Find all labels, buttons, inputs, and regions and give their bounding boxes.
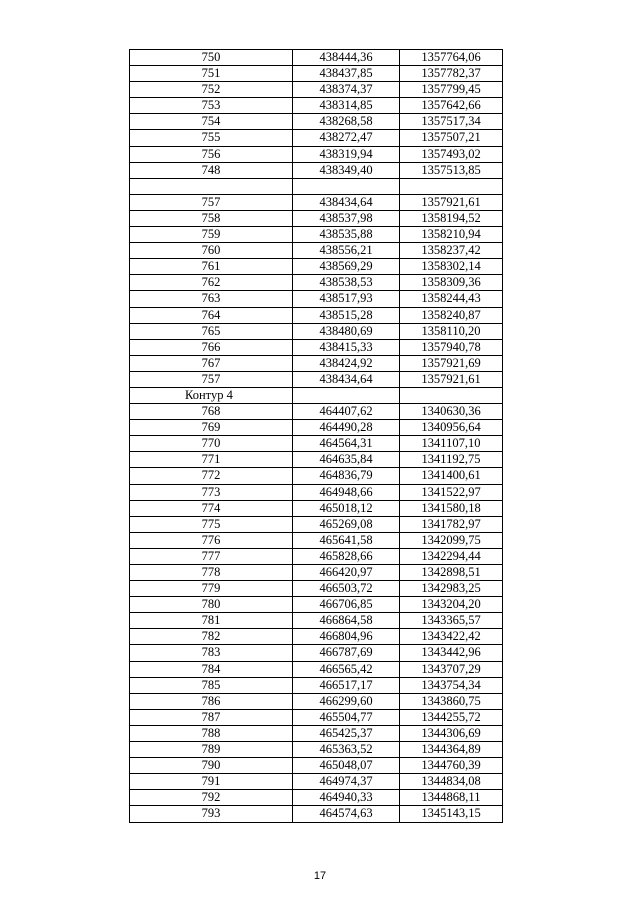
x-coordinate-cell: 465269,08 <box>293 516 400 532</box>
x-coordinate-cell: 465048,07 <box>293 758 400 774</box>
table-row <box>130 178 503 194</box>
x-coordinate-cell: 465425,37 <box>293 725 400 741</box>
point-cell: Контур 4 <box>130 387 293 403</box>
point-cell: 793 <box>130 806 293 822</box>
x-coordinate-cell: 466517,17 <box>293 677 400 693</box>
y-coordinate-cell: 1341782,97 <box>400 516 503 532</box>
y-coordinate-cell: 1341400,61 <box>400 468 503 484</box>
table-row <box>130 565 503 581</box>
point-cell: 757 <box>130 371 293 387</box>
y-coordinate-cell: 1345143,15 <box>400 806 503 822</box>
point-cell: 765 <box>130 323 293 339</box>
x-coordinate-cell: 466804,96 <box>293 629 400 645</box>
x-coordinate-cell: 466503,72 <box>293 581 400 597</box>
y-coordinate-cell: 1344868,11 <box>400 790 503 806</box>
y-coordinate-cell: 1343365,57 <box>400 613 503 629</box>
table-row <box>130 436 503 452</box>
point-cell: 783 <box>130 645 293 661</box>
point-cell: 787 <box>130 709 293 725</box>
x-coordinate-cell: 464974,37 <box>293 774 400 790</box>
point-cell: 762 <box>130 275 293 291</box>
x-coordinate-cell: 466565,42 <box>293 661 400 677</box>
table-row <box>130 532 503 548</box>
y-coordinate-cell: 1344760,39 <box>400 758 503 774</box>
table-row <box>130 210 503 226</box>
table-row <box>130 613 503 629</box>
y-coordinate-cell: 1358240,87 <box>400 307 503 323</box>
table-row <box>130 725 503 741</box>
point-cell: 769 <box>130 420 293 436</box>
table-row <box>130 98 503 114</box>
x-coordinate-cell: 438374,37 <box>293 82 400 98</box>
y-coordinate-cell: 1357940,78 <box>400 339 503 355</box>
y-coordinate-cell: 1340956,64 <box>400 420 503 436</box>
y-coordinate-cell: 1344306,69 <box>400 725 503 741</box>
table-row <box>130 758 503 774</box>
y-coordinate-cell: 1342294,44 <box>400 548 503 564</box>
x-coordinate-cell: 438517,93 <box>293 291 400 307</box>
y-coordinate-cell: 1357799,45 <box>400 82 503 98</box>
x-coordinate-cell: 438535,88 <box>293 227 400 243</box>
table-row <box>130 581 503 597</box>
y-coordinate-cell: 1357764,06 <box>400 50 503 66</box>
x-coordinate-cell: 438480,69 <box>293 323 400 339</box>
x-coordinate-cell: 465504,77 <box>293 709 400 725</box>
x-coordinate-cell: 464635,84 <box>293 452 400 468</box>
y-coordinate-cell: 1342898,51 <box>400 565 503 581</box>
x-coordinate-cell: 465363,52 <box>293 742 400 758</box>
x-coordinate-cell: 464574,63 <box>293 806 400 822</box>
table-row <box>130 484 503 500</box>
point-cell: 759 <box>130 227 293 243</box>
point-cell: 760 <box>130 243 293 259</box>
x-coordinate-cell: 438434,64 <box>293 371 400 387</box>
y-coordinate-cell: 1340630,36 <box>400 404 503 420</box>
section-header-row <box>130 387 503 403</box>
point-cell: 771 <box>130 452 293 468</box>
x-coordinate-cell: 438272,47 <box>293 130 400 146</box>
y-coordinate-cell: 1343422,42 <box>400 629 503 645</box>
point-cell: 752 <box>130 82 293 98</box>
point-cell: 780 <box>130 597 293 613</box>
table-row <box>130 82 503 98</box>
y-coordinate-cell: 1357513,85 <box>400 162 503 178</box>
y-coordinate-cell: 1358237,42 <box>400 243 503 259</box>
point-cell: 776 <box>130 532 293 548</box>
point-cell: 764 <box>130 307 293 323</box>
y-coordinate-cell <box>400 387 503 403</box>
y-coordinate-cell: 1341192,75 <box>400 452 503 468</box>
x-coordinate-cell: 438319,94 <box>293 146 400 162</box>
table-row <box>130 227 503 243</box>
y-coordinate-cell: 1343860,75 <box>400 693 503 709</box>
point-cell: 791 <box>130 774 293 790</box>
point-cell: 785 <box>130 677 293 693</box>
table-row <box>130 355 503 371</box>
point-cell: 792 <box>130 790 293 806</box>
point-cell: 778 <box>130 565 293 581</box>
table-row <box>130 371 503 387</box>
point-cell: 758 <box>130 210 293 226</box>
y-coordinate-cell: 1341580,18 <box>400 500 503 516</box>
x-coordinate-cell: 466299,60 <box>293 693 400 709</box>
point-cell: 789 <box>130 742 293 758</box>
table-row <box>130 468 503 484</box>
x-coordinate-cell: 464564,31 <box>293 436 400 452</box>
point-cell: 773 <box>130 484 293 500</box>
table-row <box>130 146 503 162</box>
point-cell: 777 <box>130 548 293 564</box>
point-cell: 770 <box>130 436 293 452</box>
point-cell: 754 <box>130 114 293 130</box>
point-cell: 748 <box>130 162 293 178</box>
point-cell: 763 <box>130 291 293 307</box>
x-coordinate-cell: 466787,69 <box>293 645 400 661</box>
coordinates-table-body <box>130 50 503 823</box>
table-row <box>130 806 503 822</box>
point-cell: 751 <box>130 66 293 82</box>
point-cell: 772 <box>130 468 293 484</box>
y-coordinate-cell: 1358302,14 <box>400 259 503 275</box>
table-row <box>130 50 503 66</box>
y-coordinate-cell: 1357493,02 <box>400 146 503 162</box>
page-number: 17 <box>313 870 327 882</box>
point-cell: 767 <box>130 355 293 371</box>
x-coordinate-cell: 464836,79 <box>293 468 400 484</box>
x-coordinate-cell: 438444,36 <box>293 50 400 66</box>
y-coordinate-cell: 1357921,61 <box>400 194 503 210</box>
y-coordinate-cell: 1358244,43 <box>400 291 503 307</box>
table-row <box>130 194 503 210</box>
x-coordinate-cell <box>293 178 400 194</box>
table-row <box>130 259 503 275</box>
point-cell: 750 <box>130 50 293 66</box>
table-row <box>130 516 503 532</box>
x-coordinate-cell: 465018,12 <box>293 500 400 516</box>
y-coordinate-cell: 1358309,36 <box>400 275 503 291</box>
table-row <box>130 693 503 709</box>
point-cell: 755 <box>130 130 293 146</box>
y-coordinate-cell: 1343707,29 <box>400 661 503 677</box>
y-coordinate-cell: 1344364,89 <box>400 742 503 758</box>
y-coordinate-cell: 1358194,52 <box>400 210 503 226</box>
x-coordinate-cell: 438538,53 <box>293 275 400 291</box>
table-row <box>130 420 503 436</box>
y-coordinate-cell: 1341107,10 <box>400 436 503 452</box>
x-coordinate-cell: 464948,66 <box>293 484 400 500</box>
point-cell: 753 <box>130 98 293 114</box>
table-row <box>130 742 503 758</box>
table-row <box>130 629 503 645</box>
y-coordinate-cell: 1343204,20 <box>400 597 503 613</box>
point-cell: 786 <box>130 693 293 709</box>
table-row <box>130 114 503 130</box>
y-coordinate-cell: 1343442,96 <box>400 645 503 661</box>
x-coordinate-cell: 438314,85 <box>293 98 400 114</box>
table-row <box>130 774 503 790</box>
table-row <box>130 66 503 82</box>
x-coordinate-cell: 438437,85 <box>293 66 400 82</box>
table-row <box>130 597 503 613</box>
coordinates-table <box>129 49 503 823</box>
table-row <box>130 661 503 677</box>
x-coordinate-cell: 438268,58 <box>293 114 400 130</box>
x-coordinate-cell: 466420,97 <box>293 565 400 581</box>
y-coordinate-cell: 1357642,66 <box>400 98 503 114</box>
table-row <box>130 339 503 355</box>
y-coordinate-cell: 1357921,69 <box>400 355 503 371</box>
table-row <box>130 452 503 468</box>
x-coordinate-cell: 464490,28 <box>293 420 400 436</box>
table-row <box>130 307 503 323</box>
table-row <box>130 162 503 178</box>
y-coordinate-cell: 1343754,34 <box>400 677 503 693</box>
point-cell: 781 <box>130 613 293 629</box>
point-cell: 757 <box>130 194 293 210</box>
x-coordinate-cell: 438434,64 <box>293 194 400 210</box>
table-row <box>130 243 503 259</box>
table-row <box>130 404 503 420</box>
point-cell: 761 <box>130 259 293 275</box>
y-coordinate-cell: 1344255,72 <box>400 709 503 725</box>
point-cell <box>130 178 293 194</box>
x-coordinate-cell: 438349,40 <box>293 162 400 178</box>
x-coordinate-cell: 438415,33 <box>293 339 400 355</box>
table-row <box>130 790 503 806</box>
point-cell: 766 <box>130 339 293 355</box>
point-cell: 784 <box>130 661 293 677</box>
y-coordinate-cell: 1357517,34 <box>400 114 503 130</box>
point-cell: 775 <box>130 516 293 532</box>
y-coordinate-cell: 1358210,94 <box>400 227 503 243</box>
y-coordinate-cell: 1344834,08 <box>400 774 503 790</box>
x-coordinate-cell: 438424,92 <box>293 355 400 371</box>
table-row <box>130 275 503 291</box>
x-coordinate-cell: 464940,33 <box>293 790 400 806</box>
point-cell: 782 <box>130 629 293 645</box>
y-coordinate-cell <box>400 178 503 194</box>
x-coordinate-cell: 438537,98 <box>293 210 400 226</box>
x-coordinate-cell: 438556,21 <box>293 243 400 259</box>
y-coordinate-cell: 1342983,25 <box>400 581 503 597</box>
y-coordinate-cell: 1342099,75 <box>400 532 503 548</box>
point-cell: 788 <box>130 725 293 741</box>
y-coordinate-cell: 1357507,21 <box>400 130 503 146</box>
table-row <box>130 500 503 516</box>
table-row <box>130 645 503 661</box>
x-coordinate-cell: 466864,58 <box>293 613 400 629</box>
y-coordinate-cell: 1357782,37 <box>400 66 503 82</box>
y-coordinate-cell: 1357921,61 <box>400 371 503 387</box>
x-coordinate-cell: 438515,28 <box>293 307 400 323</box>
x-coordinate-cell: 466706,85 <box>293 597 400 613</box>
x-coordinate-cell: 464407,62 <box>293 404 400 420</box>
point-cell: 774 <box>130 500 293 516</box>
table-row <box>130 130 503 146</box>
table-row <box>130 291 503 307</box>
x-coordinate-cell: 465641,58 <box>293 532 400 548</box>
point-cell: 768 <box>130 404 293 420</box>
table-row <box>130 323 503 339</box>
x-coordinate-cell <box>293 387 400 403</box>
point-cell: 790 <box>130 758 293 774</box>
table-row <box>130 548 503 564</box>
point-cell: 779 <box>130 581 293 597</box>
point-cell: 756 <box>130 146 293 162</box>
table-row <box>130 677 503 693</box>
y-coordinate-cell: 1358110,20 <box>400 323 503 339</box>
table-row <box>130 709 503 725</box>
y-coordinate-cell: 1341522,97 <box>400 484 503 500</box>
x-coordinate-cell: 438569,29 <box>293 259 400 275</box>
x-coordinate-cell: 465828,66 <box>293 548 400 564</box>
